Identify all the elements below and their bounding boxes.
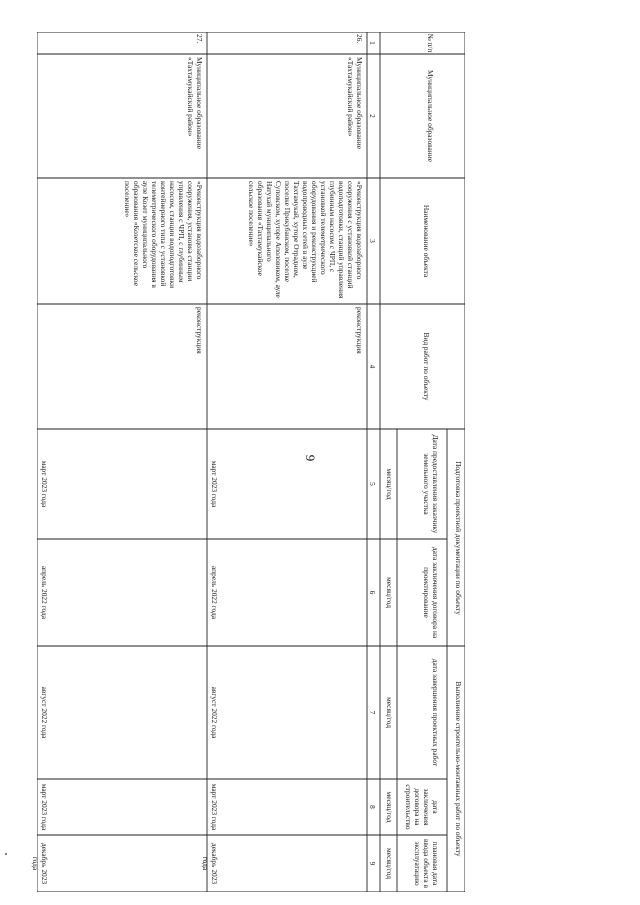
row-number: 27. [195,34,204,44]
unit-commission: месяц/год [385,848,394,879]
row-design-end: август 2022 года [210,686,219,739]
unit-design-contract: месяц/год [385,577,394,608]
row-number: 26. [355,34,364,44]
row-municipality: Муниципальное образование «Тахтамукайский район» [346,57,364,151]
row-land-date: март 2023 года [210,460,219,508]
row-work: реконструкция [355,307,364,354]
col-number: 2 [368,114,377,118]
table-grid [37,32,465,892]
col-number: 3 [368,239,377,243]
header-group-build: Выполнение строительно-монтажных работ по объекту [454,681,463,857]
header-build-contract: дата заключения договора на строительство [404,784,440,830]
scan-speck [5,853,7,855]
header-commission: плановая дата ввода объекта в эксплуатацию [413,838,440,890]
row-commission: декабрь 2023 года [31,842,49,886]
header-municipality: Муниципальное образование [426,70,435,162]
row-work: реконструкция [195,307,204,354]
row-municipality: Муниципальное образование «Тахтамукайский район» [186,57,204,151]
col-number: 4 [368,364,377,369]
header-land-date: Дата предоставления заказчику земельного участка [422,434,440,536]
col-number: 8 [368,805,377,809]
row-object: «Реконструкция водозаборного сооружения с установкой станций водоподготовки, станций управления глубинным насосом с ЧРП, с установкой телеметрического оборудования и реконструкцией водопроводных сетей в ауле Тахтамукай, хуторе Отрадном, поселке Прикубанском, поселке Суповском, хуторе Аполовиком, ауле Натухай муниципального образования «Тахтамукайское сельское поселение» [247,181,364,301]
header-design-end: дата завершения проектных работ [431,658,440,767]
row-design-end: август 2022 года [40,686,49,739]
col-number: 9 [368,861,377,866]
row-design-contract: апрель 2022 года [40,565,49,620]
page-number: 9 [303,454,318,462]
row-commission: декабрь 2023 года [201,842,219,886]
header-design-contract: дата заключения договора на проектирование [422,546,440,641]
col-number: 1 [368,41,377,45]
unit-land-date: месяц/год [385,468,394,500]
row-land-date: март 2023 года [40,460,49,508]
header-work: Вид работ по объекту [422,332,431,401]
col-number: 6 [368,590,377,595]
header-object: Наименование объекта [422,204,431,278]
rotated-table [31,32,465,892]
header-num: № п/п [426,33,435,53]
col-number: 5 [368,482,377,486]
unit-build-contract: месяц/год [385,791,394,823]
row-object: «Реконструкция водозаборного сооружения, установка станции управления с ЧРП, с глубинным насосом, станции водоподготовки контейнерного типа с установкой телеметрического оборудования в ауле Козет муниципального образования «Козетское сельское поселение» [123,181,204,290]
col-number: 7 [368,710,377,715]
row-build-contract: март 2023 года [40,783,49,831]
row-build-contract: март 2023 года [210,783,219,831]
header-group-design: Подготовка проектной документации по объекту [454,461,463,615]
unit-design-end: месяц/год [385,697,394,728]
row-design-contract: апрель 2022 года [210,565,219,620]
